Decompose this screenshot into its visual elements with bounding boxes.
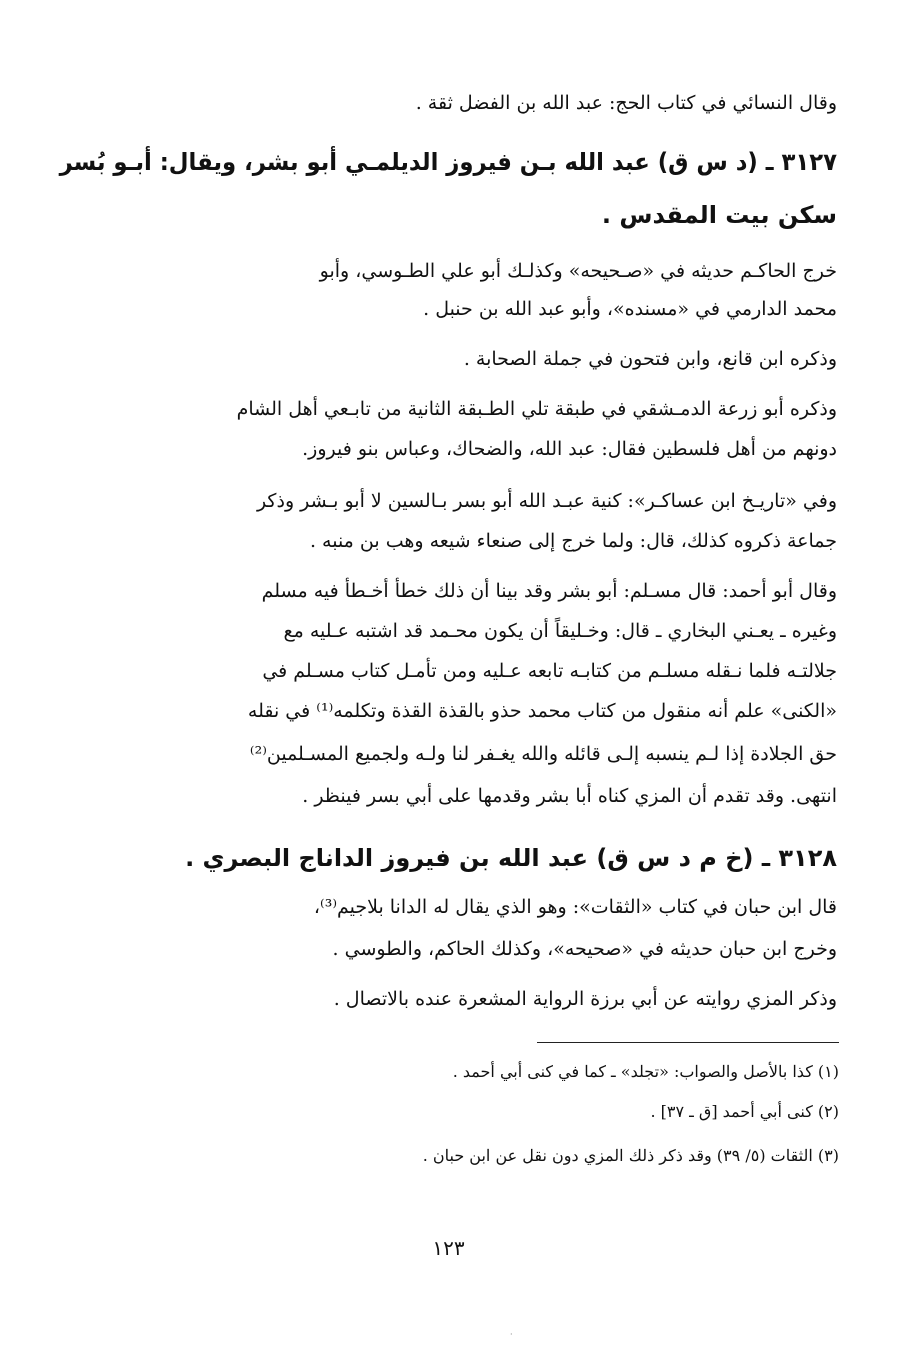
body-line: «الكنى» علم أنه منقول من كتاب محمد حذو بالقذة القذة وتكلمه⁽¹⁾ في نقله: [247, 700, 837, 722]
footnote-separator: [537, 1042, 839, 1043]
entry-heading: ٣١٢٧ ـ (د س ق) عبد الله بـن فيروز الديلمـي أبو بشر، ويقال: أبـو بُسر: [59, 148, 837, 176]
body-line: حق الجلادة إذا لـم ينسبه إلـى قائله والله يغـفر لنا ولـه ولجميع المسـلمين⁽²⁾: [249, 743, 837, 765]
footnote: (٣) الثقات (٥/ ٣٩) وقد ذكر ذلك المزي دون نقل عن ابن حبان .: [422, 1146, 839, 1165]
body-line: وذكره أبو زرعة الدمـشقي في طبقة تلي الطـبقة الثانية من تابـعي أهل الشام: [236, 398, 837, 420]
body-line: وخرج ابن حبان حديثه في «صحيحه»، وكذلك الحاكم، والطوسي .: [332, 938, 837, 960]
body-line: وقال أبو أحمد: قال مسـلم: أبو بشر وقد بينا أن ذلك خطأ أخـطأ فيه مسلم: [261, 580, 837, 602]
scan-speck: ·: [510, 1330, 513, 1339]
page-number: ١٢٣: [432, 1236, 465, 1260]
footnote: (٢) كنى أبي أحمد [ق ـ ٣٧] .: [650, 1102, 839, 1121]
body-line: وذكره ابن قانع، وابن فتحون في جملة الصحابة .: [463, 348, 837, 370]
body-line: جماعة ذكروه كذلك، قال: ولما خرج إلى صنعاء شيعه وهب بن منبه .: [309, 530, 837, 552]
entry-heading: ٣١٢٨ ـ (خ م د س ق) عبد الله بن فيروز الداناج البصري .: [185, 844, 837, 872]
body-line: خرج الحاكـم حديثه في «صـحيحه» وكذلـك أبو علي الطـوسي، وأبو: [319, 260, 837, 282]
entry-heading-continuation: سكن بيت المقدس .: [601, 201, 837, 229]
body-line: وغيره ـ يعـني البخاري ـ قال: وخـليقاً أن يكون محـمد قد اشتبه عـليه مع: [283, 620, 837, 642]
body-line: وذكر المزي روايته عن أبي برزة الرواية المشعرة عنده بالاتصال .: [333, 988, 837, 1010]
body-line: قال ابن حبان في كتاب «الثقات»: وهو الذي يقال له الدانا بلاجيم⁽³⁾،: [313, 896, 837, 918]
body-line: دونهم من أهل فلسطين فقال: عبد الله، والضحاك، وعباس بنو فيروز.: [302, 438, 837, 460]
body-line: محمد الدارمي في «مسنده»، وأبو عبد الله بن حنبل .: [423, 298, 837, 320]
body-line: انتهى. وقد تقدم أن المزي كناه أبا بشر وقدمها على أبي بسر فينظر .: [302, 785, 837, 807]
footnote: (١) كذا بالأصل والصواب: «تجلد» ـ كما في كنى أبي أحمد .: [452, 1062, 839, 1081]
body-line: وفي «تاريـخ ابن عساكـر»: كنية عبـد الله أبو بسر بـالسين لا أبو بـشر وذكر: [256, 490, 837, 512]
body-line: جلالتـه فلما نـقله مسلـم من كتابـه تابعه عـليه ومن تأمـل كتاب مسـلم في: [262, 660, 837, 682]
body-line: وقال النسائي في كتاب الحج: عبد الله بن الفضل ثقة .: [415, 92, 837, 114]
